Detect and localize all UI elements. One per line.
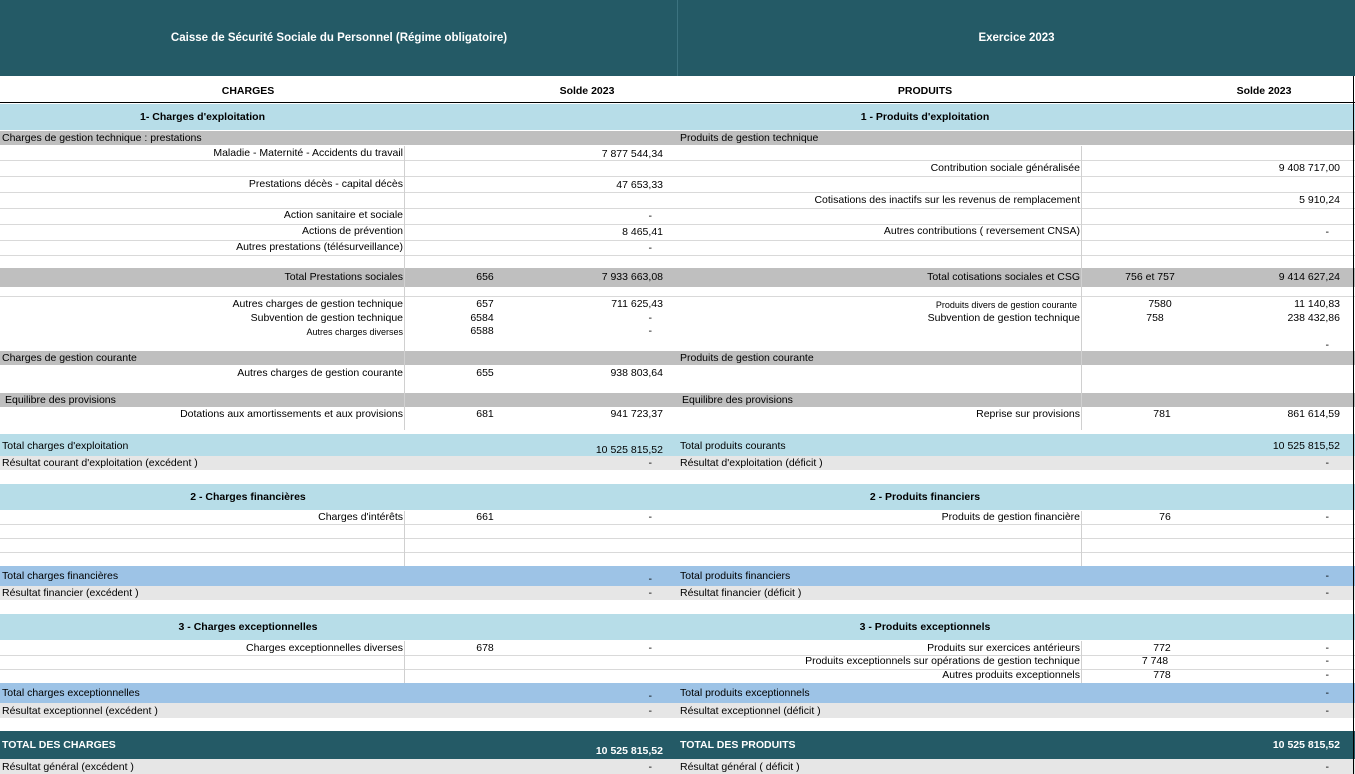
row-interets-code: 661 xyxy=(476,511,494,523)
row-produits-divers-code: 7580 xyxy=(1148,298,1172,310)
row-cotisations-inactifs-label: Cotisations des inactifs sur les revenus de remplacement xyxy=(814,194,1080,206)
row-autres-charges-diverses-value: - xyxy=(648,325,652,337)
total-charges-exceptionnelles-value: - xyxy=(648,690,652,702)
produits-gestion-technique-label: Produits de gestion technique xyxy=(680,132,819,144)
row-autres-charges-diverses-code: 6588 xyxy=(470,325,494,337)
row-autres-charges-courante-code: 655 xyxy=(476,367,494,379)
row-autres-contributions-label: Autres contributions ( reversement CNSA) xyxy=(883,225,1080,237)
row-operations-gestion-code: 7 748 xyxy=(1141,655,1169,667)
section2-charges-title: 2 - Charges financières xyxy=(190,491,306,503)
exercice-title: Exercice 2023 xyxy=(978,32,1055,44)
resultat-general-band xyxy=(0,759,1355,774)
total-charges-financieres-label: Total charges financières xyxy=(2,570,119,582)
total-produits-exceptionnels-value: - xyxy=(1325,687,1329,699)
row-action-sanitaire-label: Action sanitaire et sociale xyxy=(283,209,403,221)
row-operations-gestion-value: - xyxy=(1325,655,1329,667)
total-exploitation-band xyxy=(0,434,1355,456)
row-produits-gestion-fin-label: Produits de gestion financière xyxy=(941,511,1080,523)
grand-total-band xyxy=(0,731,1355,759)
total-prestations-value: 7 933 663,08 xyxy=(601,271,663,283)
resultat-general-excedent-value: - xyxy=(648,761,652,773)
row-charges-exceptionnelles-label: Charges exceptionnelles diverses xyxy=(245,642,403,654)
resultat-exceptionnel-deficit-value: - xyxy=(1325,705,1329,717)
row-reprise-label: Reprise sur provisions xyxy=(976,408,1080,420)
row-produits-divers-label: Produits divers de gestion courante xyxy=(935,300,1077,310)
section3-charges-title: 3 - Charges exceptionnelles xyxy=(178,621,318,633)
col-header-solde-right: Solde 2023 xyxy=(1236,85,1292,97)
total-charges-financieres-value: - xyxy=(648,573,652,585)
row-subvention-produit-code: 758 xyxy=(1146,312,1164,324)
row-charges-exceptionnelles-code: 678 xyxy=(476,642,494,654)
row-autres-charges-tech-label: Autres charges de gestion technique xyxy=(232,298,403,310)
equilibre-right-label: Equilibre des provisions xyxy=(682,394,793,406)
resultat-courant-value: - xyxy=(648,457,652,469)
resultat-financier-band xyxy=(0,586,1355,600)
gestion-technique-band xyxy=(0,131,1355,145)
row-autres-charges-courante-label: Autres charges de gestion courante xyxy=(237,367,403,379)
section1-produits-title: 1 - Produits d'exploitation xyxy=(860,111,990,123)
row-reprise-value: 861 614,59 xyxy=(1287,408,1340,420)
resultat-exceptionnel-excedent-label: Résultat exceptionnel (excédent ) xyxy=(2,705,158,717)
row-autres-exceptionnels-label: Autres produits exceptionnels xyxy=(942,669,1080,681)
col-header-solde-left: Solde 2023 xyxy=(559,85,615,97)
row-autres-charges-tech-code: 657 xyxy=(476,298,494,310)
total-des-charges-label: TOTAL DES CHARGES xyxy=(2,739,116,751)
row-maladie-label: Maladie - Maternité - Accidents du travail xyxy=(213,147,403,159)
row-autres-exceptionnels-code: 778 xyxy=(1153,669,1171,681)
row-autres-exceptionnels-value: - xyxy=(1325,669,1329,681)
resultat-exploitation-deficit-label: Résultat d'exploitation (déficit ) xyxy=(680,457,823,469)
total-produits-financiers-label: Total produits financiers xyxy=(680,570,791,582)
resultat-general-deficit-value: - xyxy=(1325,761,1329,773)
total-charges-exploitation-value: 10 525 815,52 xyxy=(595,444,663,456)
row-subvention-produit-label: Subvention de gestion technique xyxy=(927,312,1080,324)
resultat-general-deficit-label: Résultat général ( déficit ) xyxy=(680,761,800,773)
row-subvention-charge-code: 6584 xyxy=(470,312,494,324)
total-produits-exceptionnels-label: Total produits exceptionnels xyxy=(680,687,810,699)
section1-charges-title: 1- Charges d'exploitation xyxy=(139,111,265,123)
row-empty-dash: - xyxy=(1325,339,1329,351)
section2-produits-title: 2 - Produits financiers xyxy=(869,491,981,503)
row-action-sanitaire-value: - xyxy=(648,210,652,222)
resultat-exceptionnel-excedent-value: - xyxy=(648,705,652,717)
row-exercices-anterieurs-code: 772 xyxy=(1153,642,1171,654)
row-exercices-anterieurs-label: Produits sur exercices antérieurs xyxy=(927,642,1080,654)
resultat-exceptionnel-band xyxy=(0,703,1355,718)
resultat-exploitation-band xyxy=(0,456,1355,470)
total-cotisations-value: 9 414 627,24 xyxy=(1278,271,1340,283)
total-prestations-label: Total Prestations sociales xyxy=(284,271,403,283)
resultat-exceptionnel-deficit-label: Résultat exceptionnel (déficit ) xyxy=(680,705,821,717)
row-dotations-label: Dotations aux amortissements et aux provisions xyxy=(180,408,403,420)
row-exercices-anterieurs-value: - xyxy=(1325,642,1329,654)
section3-produits-title: 3 - Produits exceptionnels xyxy=(859,621,991,633)
total-cotisations-code: 756 et 757 xyxy=(1125,271,1175,283)
total-des-produits-value: 10 525 815,52 xyxy=(1272,739,1340,751)
row-prevention-value: 8 465,41 xyxy=(622,226,663,238)
resultat-exploitation-deficit-value: - xyxy=(1325,457,1329,469)
row-subvention-charge-label: Subvention de gestion technique xyxy=(250,312,403,324)
total-charges-exploitation-label: Total charges d'exploitation xyxy=(2,440,129,452)
total-cotisations-label: Total cotisations sociales et CSG xyxy=(927,271,1080,283)
resultat-financier-deficit-value: - xyxy=(1325,587,1329,599)
row-autres-contributions-value: - xyxy=(1325,226,1329,238)
equilibre-band xyxy=(0,393,1355,407)
resultat-financier-deficit-label: Résultat financier (déficit ) xyxy=(680,587,802,599)
charges-gestion-technique-label: Charges de gestion technique : prestations xyxy=(2,132,202,144)
row-deces-label: Prestations décès - capital décès xyxy=(248,178,403,190)
organisation-title: Caisse de Sécurité Sociale du Personnel (Régime obligatoire) xyxy=(170,32,508,44)
resultat-financier-excedent-label: Résultat financier (excédent ) xyxy=(2,587,139,599)
row-autres-charges-courante-value: 938 803,64 xyxy=(610,367,663,379)
row-prevention-label: Actions de prévention xyxy=(302,225,403,237)
resultat-financier-excedent-value: - xyxy=(648,587,652,599)
row-autres-prestations-label: Autres prestations (télésurveillance) xyxy=(236,241,403,253)
produits-gestion-courante-label: Produits de gestion courante xyxy=(680,352,814,364)
row-autres-charges-diverses-label: Autres charges diverses xyxy=(306,327,403,337)
row-produits-gestion-fin-code: 76 xyxy=(1159,511,1171,523)
row-produits-gestion-fin-value: - xyxy=(1325,511,1329,523)
row-subvention-charge-value: - xyxy=(648,312,652,324)
resultat-general-excedent-label: Résultat général (excédent ) xyxy=(2,761,134,773)
row-cotisations-inactifs-value: 5 910,24 xyxy=(1299,194,1340,206)
row-dotations-code: 681 xyxy=(476,408,494,420)
row-maladie-value: 7 877 544,34 xyxy=(601,148,663,160)
row-charges-exceptionnelles-value: - xyxy=(648,642,652,654)
col-header-charges: CHARGES xyxy=(221,85,275,97)
row-subvention-produit-value: 238 432,86 xyxy=(1287,312,1340,324)
total-exceptionnel-band xyxy=(0,683,1355,703)
row-operations-gestion-label: Produits exceptionnels sur opérations de gestion technique xyxy=(805,655,1080,667)
total-produits-courants-value: 10 525 815,52 xyxy=(1272,440,1340,452)
row-interets-value: - xyxy=(648,511,652,523)
row-produits-divers-value: 11 140,83 xyxy=(1294,298,1340,310)
gestion-courante-band xyxy=(0,351,1355,365)
total-des-charges-value: 10 525 815,52 xyxy=(595,745,663,757)
resultat-courant-label: Résultat courant d'exploitation (excédent ) xyxy=(2,457,198,469)
row-deces-value: 47 653,33 xyxy=(616,179,663,191)
total-produits-financiers-value: - xyxy=(1325,570,1329,582)
total-produits-courants-label: Total produits courants xyxy=(680,440,786,452)
total-des-produits-label: TOTAL DES PRODUITS xyxy=(680,739,796,751)
charges-gestion-courante-label: Charges de gestion courante xyxy=(2,352,137,364)
total-charges-exceptionnelles-label: Total charges exceptionnelles xyxy=(2,687,140,699)
row-csg-label: Contribution sociale généralisée xyxy=(930,162,1080,174)
row-autres-charges-tech-value: 711 625,43 xyxy=(611,298,663,310)
row-interets-label: Charges d'intérêts xyxy=(318,511,403,523)
total-prestations-code: 656 xyxy=(476,271,494,283)
row-reprise-code: 781 xyxy=(1153,408,1171,420)
row-dotations-value: 941 723,37 xyxy=(610,408,663,420)
row-autres-prestations-value: - xyxy=(648,242,652,254)
col-header-produits: PRODUITS xyxy=(897,85,953,97)
total-financier-band xyxy=(0,566,1355,586)
equilibre-left-label: Equilibre des provisions xyxy=(5,394,116,406)
row-csg-value: 9 408 717,00 xyxy=(1278,162,1340,174)
